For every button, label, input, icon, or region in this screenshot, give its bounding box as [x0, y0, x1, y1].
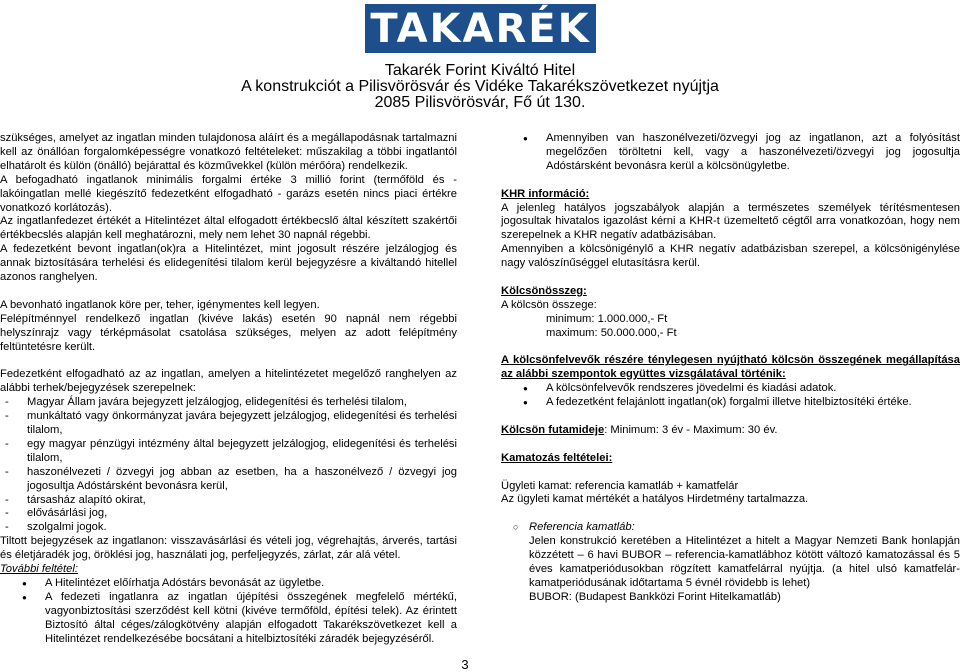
reference-rate-text: Jelen konstrukció keretében a Hitelintézet a hitelt a Magyar Nemzeti Bank honlapján közzétett – 6 havi BUBOR – referencia-kamatlábhoz kötött változó kamatozással és 5 éves kamatperiódusokban rögzített kamatfelárral nyújtja. (a hitel ulsó kamatfelár-kamatperiódusának időtartama 5 évnél rövidebb is lehet)	[529, 535, 960, 589]
paragraph: A fedezetként bevont ingatlan(ok)ra a Hitelintézet, mint jogosult részére jelzálogjog és annak biztosítására terhelési és elidegenítési tilalom kerül bejegyzésre a kiváltandó hitellel azonos ranghelyen.	[0, 243, 457, 284]
further-conditions-heading: További feltétel:	[0, 563, 78, 576]
paragraph: Felépítménnyel rendelkező ingatlan (kivéve lakás) esetén 90 napnál nem régebbi helyszínrajz vagy térképmásolat csatolása szükséges, melyen az adott felépítmény feltüntetésre került.	[0, 312, 457, 353]
paragraph: A befogadható ingatlanok minimális forgalmi értéke 3 millió forint (termőföld és - lakóingatlan mellé kiegészítő fedezetként elfogadható - garázs esetén nincs piaci értékre vonatkozó korlátozás).	[0, 173, 457, 214]
paragraph: Ügyleti kamat: referencia kamatláb + kamatfelár	[501, 479, 739, 492]
paragraph: szükséges, amelyet az ingatlan minden tulajdonosa aláírt és a megállapodásnak tartalmazni kell az önállóan forgalomképességre vonatkozó feltételeket: műszakilag a többi ingatlantól elhatárolt és külön (önálló) bejárattal és közművekkel (külön mérőóra) rendelkezik.	[0, 132, 457, 172]
list-item: ● A fedezeti ingatlanra az ingatlan újépítési összegének megfelelő mértékű, vagyonbiztosítási szerződést kell kötni (kivéve termőföld, építési telek). Az érintett Biztosító által céges/zálogkötvény alapján elfogadott Takarékszövetkezet kell a Hitelintézet rendelkezésébe bocsátani a hitelbiztosítéki záradék bejegyzéséről.	[0, 591, 457, 647]
header-subtitle: A konstrukciót a Pilisvörösvár és Vidéke Takarékszövetkezet nyújtja	[241, 78, 719, 95]
list-item: - szolgalmi jogok.	[0, 521, 457, 535]
loan-amount-min: minimum: 1.000.000,- Ft	[546, 312, 668, 325]
loan-amount-label: A kölcsön összege:	[501, 298, 597, 311]
further-conditions-list	[0, 577, 457, 591]
list-item: ● A fedezetként felajánlott ingatlan(ok) forgalmi illetve hitelbiztosítéki értéke.	[501, 396, 960, 410]
khr-heading: KHR információ:	[501, 187, 590, 200]
bubor-definition: BUBOR: (Budapest Bankközi Forint Hitelkamatláb)	[529, 590, 781, 603]
paragraph: A bevonható ingatlanok köre per, teher, igénymentes kell legyen.	[0, 298, 320, 311]
list-item: - egy magyar pénzügyi intézmény által bejegyzett jelzálogjog, elidegenítési és terhelési tilalom,	[0, 438, 457, 466]
header-title-block	[0, 63, 960, 111]
paragraph: Az ingatlanfedezet értékét a Hitelintézet által elfogadott értékbecslő által készített szakértői értékbecslés alapján kell meghatározni, mely nem lehet 30 napnál régebbi.	[0, 215, 457, 242]
list-item: - Magyar Állam javára bejegyzett jelzálogjog, elidegenítési és terhelési tilalom,	[0, 396, 457, 410]
paragraph: Tiltott bejegyzések az ingatlanon: visszavásárlási és vételi jog, végrehajtás, árverés, tartási és életjáradék jog, öröklési jog, használati jog, perfeljegyzés, zárlat, zár alá vétel.	[0, 535, 457, 562]
header-title: Takarék Forint Kiváltó Hitel	[384, 62, 576, 79]
header-address: 2085 Pilisvörösvár, Fő út 130.	[374, 94, 586, 111]
list-item: - munkáltató vagy önkormányzat javára bejegyzett jelzálogjog, elidegenítési és terhelési tilalom,	[0, 410, 457, 438]
paragraph: Fedezetként elfogadható az az ingatlan, amelyen a hitelintézetet megelőző ranghelyen az alábbi terhek/bejegyzések szerepelnek:	[0, 368, 457, 395]
loan-amount-max: maximum: 50.000.000,- Ft	[546, 326, 677, 339]
takarek-logo	[365, 4, 596, 53]
interest-heading: Kamatozás feltételei:	[501, 451, 613, 464]
logo-text: TAKARÉK	[370, 5, 591, 52]
header	[0, 0, 960, 116]
list-item: ● A Hitelintézet előírhatja Adóstárs bevonását az ügyletbe.	[0, 577, 457, 591]
list-item: ● Amennyiben van haszonélvezeti/özvegyi jog az ingatlanon, azt a folyósítást megelőzően töröltetni kell, vagy a haszonélvezeti/özvegyi jog jogosultja Adóstársként bevonásra kerül a kölcsönügyletbe.	[501, 132, 960, 174]
right-column	[501, 132, 960, 605]
list-item: ● A kölcsönfelvevők rendszeres jövedelmi és kiadási adatok.	[501, 382, 960, 396]
loan-term	[501, 424, 960, 438]
page-number: 3	[461, 657, 469, 672]
criteria-heading: A kölcsönfelvevők részére ténylegesen nyújtható kölcsön összegének megállapítása az alábbi szempontok együttes vizsgálatával történik:	[501, 354, 960, 381]
loan-amount-heading: Kölcsönösszeg:	[501, 284, 587, 297]
list-item: - haszonélvezeti / özvegyi jog abban az esetben, ha a haszonélvező / özvegyi jog jogosultja Adóstársként bevonásra kerül,	[0, 466, 457, 494]
loan-term-label: Kölcsön futamideje	[501, 423, 605, 436]
paragraph: Az ügyleti kamat mértékét a hatályos Hirdetmény tartalmazza.	[501, 493, 809, 506]
paragraph: A jelenleg hatályos jogszabályok alapján a természetes személyek térítésmentesen jogosultak hivatalos igazolást kérni a KHR-t üzemeltető cégtől arra vonatkozóan, hogy nem szerepelnek a KHR negatív adatbázisában.	[501, 201, 960, 242]
criteria-list	[501, 382, 960, 410]
allowed-encumbrances-list	[0, 396, 457, 535]
usufruct-note-list	[501, 132, 960, 174]
list-item: - társasház alapító okirat,	[0, 494, 457, 508]
list-item: - elővásárlási jog,	[0, 507, 457, 521]
reference-rate-list	[501, 521, 960, 535]
paragraph: Amennyiben a kölcsönigénylő a KHR negatív adatbázisban szerepel, a kölcsönigénylése nagy valószínűséggel elutasításra kerül.	[501, 243, 960, 270]
list-item	[501, 521, 960, 535]
further-conditions-list	[0, 591, 457, 647]
left-column	[0, 132, 457, 647]
loan-term-value: : Minimum: 3 év - Maximum: 30 év.	[604, 423, 778, 436]
reference-rate-heading: Referencia kamatláb:	[529, 521, 635, 534]
